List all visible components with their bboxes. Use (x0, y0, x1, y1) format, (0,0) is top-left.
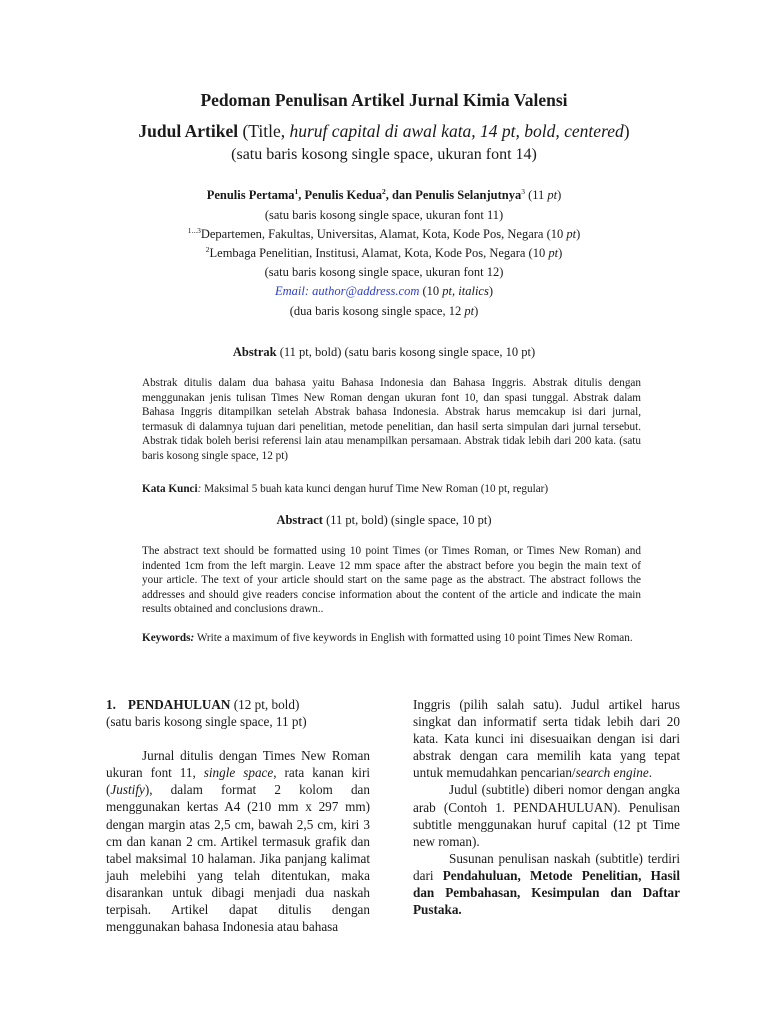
kata-kunci (142, 482, 641, 497)
abstract-heading (0, 513, 768, 528)
note-font-12: (satu baris kosong single space, ukuran font 12) (264, 265, 504, 279)
right-paragraph-2: Judul (subtitle) diberi nomor dengan angka arab (Contoh 1. PENDAHULUAN). Penulisan subtitle menggunakan huruf capital (12 pt Time new roman). (413, 782, 680, 849)
affiliation-1-text: Departemen, Fakultas, Universitas, Alamat, Kota, Kode Pos, Negara (10 (200, 227, 567, 241)
keywords-label: Keywords (142, 632, 191, 644)
kata-kunci-text: Maksimal 5 buah kata kunci dengan huruf Time New Roman (10 pt, regular) (201, 483, 549, 495)
article-title-plain: (Title, (238, 121, 290, 141)
kata-kunci-colon: : (197, 483, 202, 495)
email-note-italic: pt, italics (442, 284, 489, 298)
journal-title: Pedoman Penulisan Artikel Jurnal Kimia Valensi (200, 90, 568, 110)
email-line (0, 284, 768, 299)
affiliation-2 (0, 246, 768, 261)
affiliation-2-close: ) (558, 246, 563, 260)
left-paragraph-italic-1: single space (203, 765, 274, 781)
note-two-lines-close: ) (474, 304, 479, 318)
article-title-bold: Judul Artikel (138, 121, 239, 141)
right-paragraph-1-italic: search engine (575, 765, 649, 781)
section-title: PENDAHULUAN (127, 697, 231, 712)
left-paragraph-italic-2: Justify (110, 782, 145, 798)
author-1: Penulis Pertama (206, 188, 295, 202)
note-two-lines (0, 304, 768, 319)
email-note-open: (10 (419, 284, 443, 298)
author-3: , dan Penulis Selanjutnya (385, 188, 522, 202)
keywords-text: Write a maximum of five keywords in English with formatted using 10 point Times New Roman. (194, 632, 633, 644)
affiliation-1-sup: 1...3 (187, 225, 201, 235)
affiliation-2-sup: 2 (205, 244, 210, 254)
keywords-colon: : (190, 632, 195, 644)
author-1-sup: 1 (294, 186, 299, 196)
article-title-close: ) (623, 121, 630, 141)
abstract-body: The abstract text should be formatted using 10 point Times (or Times Roman, or Times New Roman) and indented 1cm from the left margin. Leave 12 mm space after the abstract before you begin the main text of your article. The text of your article should start on the same page as the abstract. The abstract follows the addresses and should give readers concise information about the content of the article and indicate the main results obtained and conclusions drawn.. (142, 545, 641, 616)
abstrak-heading (0, 345, 768, 360)
author-3-sup: 3 (521, 186, 525, 196)
note-font-11: (satu baris kosong single space, ukuran font 11) (264, 208, 504, 222)
affiliation-2-text: Lembaga Penelitian, Institusi, Alamat, Kota, Kode Pos, Negara (10 (209, 246, 549, 260)
right-paragraph-3-a: Susunan penulisan naskah (subtitle) terdiri dari (413, 850, 680, 883)
section-title-note: (12 pt, bold) (230, 697, 300, 712)
article-title (0, 121, 768, 142)
affiliation-1 (0, 227, 768, 242)
section-note: (satu baris kosong single space, 11 pt) (106, 714, 307, 730)
affiliation-2-unit: pt (548, 246, 559, 260)
kata-kunci-label: Kata Kunci (142, 483, 198, 495)
email-address[interactable]: Email: author@address.com (275, 284, 420, 298)
note-two-lines-text: (dua baris kosong single space, 12 (289, 304, 465, 318)
right-paragraph-1-b: . (648, 765, 653, 781)
left-paragraph-a: Jurnal ditulis dengan Times New Roman ukuran font 11, (106, 748, 370, 781)
email-note-close: ) (488, 284, 493, 298)
right-paragraph-1-a: Inggris (pilih salah satu). Judul artikel harus singkat dan informatif serta tidak lebih dari 20 kata. Kata kunci ini disesuaikan dengan isi dari abstrak dengan cara memilih kata yang tepat untuk memudahkan pencarian/ (413, 697, 680, 781)
author-line (0, 188, 768, 203)
affiliation-1-unit: pt (566, 227, 577, 241)
affiliation-1-close: ) (576, 227, 581, 241)
left-paragraph-c: ), dalam format 2 kolom dan menggunakan kertas A4 (210 mm x 297 mm) dengan margin atas 2,5 cm, bawah 2,5 cm, kiri 3 cm dan kanan 2 cm. Artikel termasuk grafik dan tabel maksimal 10 halaman. Jika panjang kalimat jauh melebihi yang telah ditentukan, maka disarankan untuk dibagi menjadi dua naskah terpisah. Artikel dapat ditulis dengan menggunakan bahasa Indonesia atau bahasa (106, 782, 370, 935)
author-size-close: ) (557, 188, 562, 202)
abstrak-heading-bold: Abstrak (232, 345, 277, 359)
right-column (413, 696, 680, 918)
abstract-heading-bold: Abstract (276, 513, 323, 527)
right-paragraph-1 (413, 696, 680, 781)
author-2: , Penulis Kedua (298, 188, 382, 202)
abstrak-body: Abstrak ditulis dalam dua bahasa yaitu Bahasa Indonesia dan Bahasa Inggris. Abstrak ditulis dengan menggunakan jenis tulisan Times New Roman dengan ukuran font 10, dan spasi tunggal. Abstrak dalam Bahasa Inggris ditampilkan setelah Abstrak bahasa Indonesia. Abstrak harus memcakup isi dari jurnal, termasuk di dalamnya tujuan dari penelitian, metode penelitian, dan hasil serta simpulan dari jurnal tersebut. Abstrak tidak boleh berisi referensi lain atau menampilkan persamaan. Abstrak tidak lebih dari 200 kata. (satu baris kosong single space, 12 pt) (142, 377, 641, 462)
title-note: (satu baris kosong single space, ukuran font 14) (231, 146, 537, 163)
right-paragraph-3 (413, 850, 680, 918)
article-title-italic: huruf capital di awal kata, 14 pt, bold, centered (289, 121, 624, 141)
author-size-unit: pt (547, 188, 558, 202)
left-paragraph (106, 747, 370, 935)
abstract-heading-rest: (11 pt, bold) (single space, 10 pt) (322, 513, 492, 527)
abstrak-heading-rest: (11 pt, bold) (satu baris kosong single space, 10 pt) (276, 345, 536, 359)
section-number: 1. (106, 697, 116, 712)
left-paragraph-b: , rata kanan kiri ( (106, 765, 370, 798)
note-two-lines-unit: pt (464, 304, 475, 318)
section-heading (106, 696, 370, 713)
author-size-note: (11 (524, 188, 548, 202)
keywords (142, 631, 641, 646)
left-column (106, 696, 370, 935)
right-paragraph-3-bold: Pendahuluan, Metode Penelitian, Hasil dan Pembahasan, Kesimpulan dan Daftar Pustaka. (413, 867, 680, 918)
author-2-sup: 2 (381, 186, 386, 196)
